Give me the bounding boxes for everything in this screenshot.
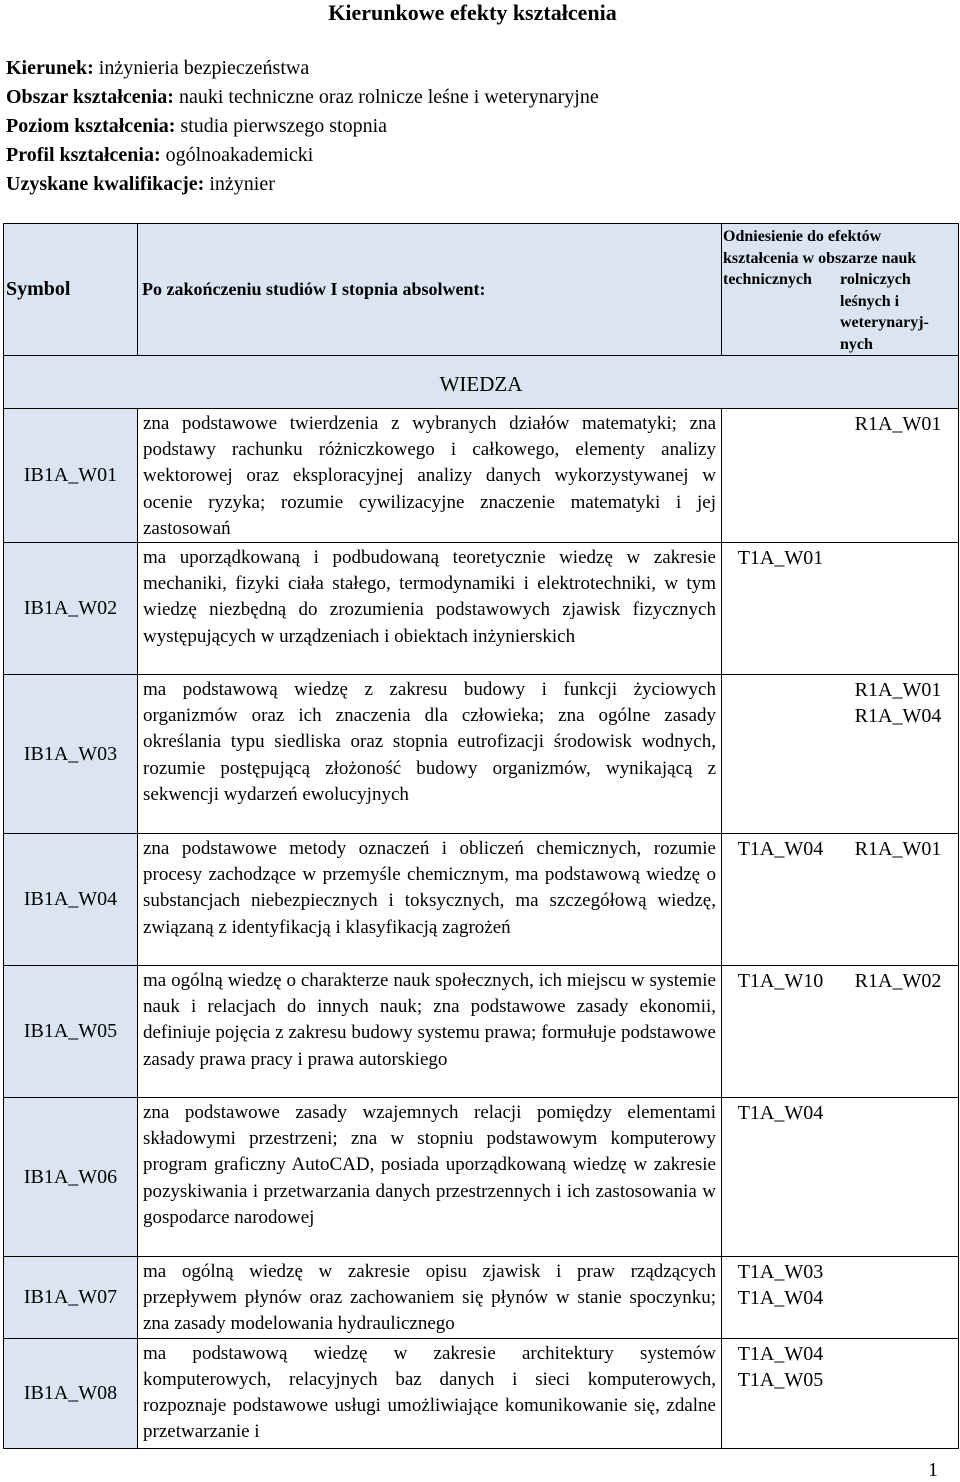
header-description: Po zakończeniu studiów I stopnia absolwent: — [138, 224, 722, 356]
row-agri-ref — [839, 1339, 957, 1393]
row-agri-ref: R1A_W01 R1A_W04 — [854, 679, 942, 728]
meta-value: nauki techniczne oraz rolnicze leśne i weterynaryjne — [173, 86, 599, 108]
program-info — [6, 54, 599, 199]
meta-kwalifikacje — [6, 170, 599, 199]
row-reference — [722, 1257, 959, 1339]
row-description: zna podstawowe zasady wzajemnych relacji pomiędzy elementami składowymi przestrzeni; zna w stopniu podstawowym komputerowy program graficzny AutoCAD, posiada uporządkowaną wiedzę w zakresie pozyskiwania i przetwarzania danych przestrzennych i ich zastosowania w gospodarce narodowej — [138, 1098, 722, 1257]
meta-obszar — [6, 83, 599, 112]
outcomes-table — [3, 223, 959, 1449]
table-header — [4, 224, 959, 356]
table-row — [4, 1098, 959, 1257]
header-agri: rolniczych leśnych i weterynaryj-nych — [840, 271, 929, 353]
row-description: ma ogólną wiedzę w zakresie opisu zjawisk i praw rządzących przepływem płynów oraz zachowaniem się płynów w stanie spoczynku; zna zasady modelowania hydraulicznego — [138, 1257, 722, 1339]
row-description: ma podstawową wiedzę z zakresu budowy i funkcji życiowych organizmów oraz ich znaczenia dla człowieka; zna ogólne zasady określania typu siedliska oraz stopnia eutrofizacji środowisk wodnych, rozumie postępującą złożoność budowy organizmów, wynikającą z sekwencji wydarzeń ewolucyjnych — [138, 675, 722, 834]
meta-label: Kierunek: — [6, 57, 94, 79]
header-reference — [722, 224, 959, 356]
meta-poziom — [6, 112, 599, 141]
meta-label: Uzyskane kwalifikacje: — [6, 173, 205, 195]
meta-label: Profil kształcenia: — [6, 144, 161, 166]
row-description: ma ogólną wiedzę o charakterze nauk społecznych, ich miejscu w systemie nauk i relacjach do innych nauk; zna podstawowe zasady ekonomii, definiuje pojęcia z zakresu budowy systemu prawa; formułuje podstawowe zasady prawa pracy i prawa autorskiego — [138, 966, 722, 1098]
row-tech-ref — [722, 409, 839, 437]
meta-value: ogólnoakademicki — [160, 144, 314, 166]
row-reference — [722, 543, 959, 675]
meta-value: inżynieria bezpieczeństwa — [93, 57, 310, 79]
header-symbol: Symbol — [4, 224, 138, 356]
table-row — [4, 966, 959, 1098]
header-reference-title: Odniesienie do efektów kształcenia w obszarze nauk — [723, 228, 917, 267]
table-row — [4, 409, 959, 543]
row-agri-ref — [839, 543, 957, 571]
table-body — [4, 409, 959, 1449]
row-tech-ref: T1A_W01 — [737, 547, 824, 570]
meta-kierunek — [6, 54, 599, 83]
meta-value: studia pierwszego stopnia — [175, 115, 388, 137]
row-agri-ref — [839, 1098, 957, 1126]
row-agri-ref: R1A_W01 — [854, 413, 942, 435]
row-description: zna podstawowe twierdzenia z wybranych działów matematyki; zna podstawy rachunku różniczkowego i całkowego, elementy analizy wektorowej oraz eksploracyjnej analizy danych wykorzystywanej w ocenie ryzyka; rozumie cywilizacyjne znaczenie matematyki i jej zastosowań — [138, 409, 722, 543]
row-agri-ref: R1A_W02 — [854, 970, 942, 993]
row-tech-ref: T1A_W04 T1A_W05 — [737, 1342, 824, 1391]
table-row — [4, 834, 959, 966]
row-tech-ref: T1A_W04 — [737, 838, 824, 861]
section-row — [4, 356, 959, 409]
header-reference-areas — [723, 269, 958, 355]
meta-label: Obszar kształcenia: — [6, 86, 174, 108]
row-tech-ref: T1A_W04 — [737, 1102, 824, 1125]
row-reference — [722, 675, 959, 834]
meta-label: Poziom kształcenia: — [6, 115, 176, 137]
row-description: ma uporządkowaną i podbudowaną teoretycznie wiedzę w zakresie mechaniki, fizyki ciała stałego, termodynamiki i elektrotechniki, w tym wiedzę niezbędną do zrozumienia podstawowych zjawisk fizycznych występujących w urządzeniach i obiektach inżynierskich — [138, 543, 722, 675]
page-title: Kierunkowe efekty kształcenia — [328, 0, 617, 25]
row-description: zna podstawowe metody oznaczeń i obliczeń chemicznych, rozumie procesy zachodzące w przemyśle chemicznym, ma podstawową wiedzę o substancjach niebezpiecznych i toksycznych, ma szczegółową wiedzę, związaną z identyfikacją i klasyfikacją zagrożeń — [138, 834, 722, 966]
row-agri-ref: R1A_W01 — [854, 838, 942, 861]
page-number: 1 — [928, 1459, 938, 1481]
row-reference — [722, 1098, 959, 1257]
row-symbol: IB1A_W01 — [4, 409, 138, 543]
meta-profil — [6, 141, 599, 170]
row-symbol: IB1A_W02 — [4, 543, 138, 675]
row-tech-ref: T1A_W03 T1A_W04 — [737, 1261, 824, 1310]
table-row — [4, 543, 959, 675]
row-description: ma podstawową wiedzę w zakresie architektury systemów komputerowych, relacyjnych baz danych i sieci komputerowych, rozpoznaje podstawowe usługi umożliwiające komunikowanie się, zdalne przetwarzanie i — [138, 1338, 722, 1448]
row-symbol: IB1A_W07 — [4, 1257, 138, 1339]
section-wiedza: WIEDZA — [4, 356, 959, 409]
row-symbol: IB1A_W04 — [4, 834, 138, 966]
row-agri-ref — [839, 1257, 957, 1311]
row-symbol: IB1A_W08 — [4, 1338, 138, 1448]
row-reference — [722, 966, 959, 1098]
row-symbol: IB1A_W03 — [4, 675, 138, 834]
header-technical: technicznych — [723, 271, 812, 288]
row-reference — [722, 409, 959, 543]
row-symbol: IB1A_W05 — [4, 966, 138, 1098]
table-row — [4, 1338, 959, 1448]
row-tech-ref: T1A_W10 — [737, 970, 824, 993]
row-reference — [722, 1338, 959, 1448]
row-tech-ref — [722, 675, 839, 729]
meta-value: inżynier — [204, 173, 275, 195]
row-reference — [722, 834, 959, 966]
table-row — [4, 1257, 959, 1339]
table-row — [4, 675, 959, 834]
row-symbol: IB1A_W06 — [4, 1098, 138, 1257]
